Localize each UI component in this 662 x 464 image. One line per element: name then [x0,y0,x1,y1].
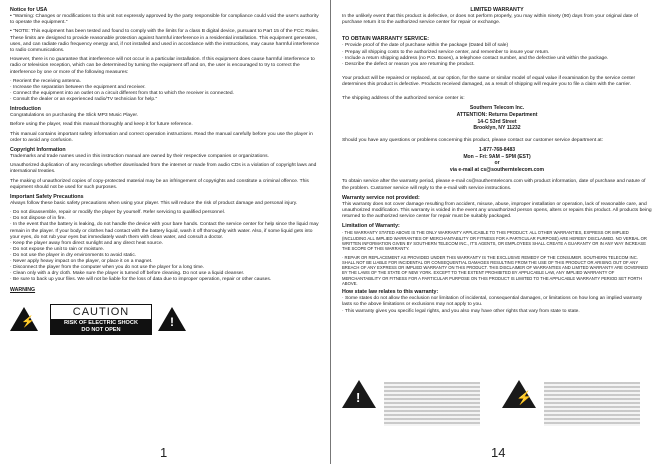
notice-title: Notice for USA [10,7,48,13]
repaired-text: Your product will be repaired or replaced, at our option, for the same or similar model of equal value if examination by the service center determines this product is defective. Products received damaged, as a result of shipping will require you to file a claim with the carrier. [342,75,636,87]
intro-title: Introduction [10,106,41,113]
left-page [0,0,330,464]
address-line: ATTENTION: Returns Department [456,111,538,118]
state-law-item: · This warranty gives you specific legal rights, and you also may have other rights that vary from state to state. [342,308,580,314]
obtain-steps [342,43,652,67]
copyright-title: Copyright Information [10,147,66,154]
obtain-step: · Provide proof of the date of purchase within the package (Dated bill of sale) [342,43,509,49]
contact-block [342,147,652,173]
not-provided-title: Warranty service not provided: [342,194,420,201]
safety-intro: Always follow these basic safety precautions when using your player. This will reduce the risk of product damage and personal injury. [10,201,298,207]
address-line: Brooklyn, NY 11232 [473,125,521,132]
notice-warning: • "Warning: Changes or modifications to this unit not expressly approved by the party responsible for compliance could void the user's authority to operate the equipment." [10,14,319,26]
exclamation-warning-icon: ! [342,380,376,408]
precaution-item: · Do not dispose of in fire. [10,216,66,222]
obtain-service-text: To obtain service after the warranty period, please e-mail cs@southerntelecom.com with product information, date of purchase and nature of the problem. Customer service will reply to the e-mail with service instructions. [342,179,646,191]
warranty-intro: In the unlikely event that this product is defective, or does not perform properly, you may within ninety (90) days from your original date of purchase return it to the authorized service center for repair or exchange. [342,14,638,26]
precaution-item: · Keep the player away from direct sunlight and any direct heat source. [10,240,164,246]
measures-list [10,79,320,103]
copyright-text: Trademarks and trade names used in this instruction manual are owned by their respective companies or organizations. [10,154,269,160]
measure-item: · Reorient the receiving antenna. [10,78,81,84]
manual-text: This manual contains important safety information and correct operation instructions. Read the manual carefully before you use the player in order to avoid any confusion. [10,131,313,143]
caution-box [50,304,152,335]
address-line: 14-C 53rd Street [477,118,517,125]
precaution-item: · Disconnect the player from the computer when you do not use the player for a long time. [10,265,205,271]
precautions-list [10,210,320,283]
contact-or: or [494,160,500,167]
contact-email: via e-mail at cs@southerntelecom.com [449,166,545,173]
caution-line-2: DO NOT OPEN [51,327,151,334]
obtain-step: · Prepay all shipping costs to the authorized service center, and remember to insure your return. [342,49,550,55]
questions-text: Should you have any questions or problems concerning this product, please contact our customer service department at: [342,137,603,143]
right-warning-illustrations [342,380,652,440]
service-hours: Mon – Fri: 9AM – 5PM (EST) [463,153,531,160]
precaution-item: · Do not expose the unit to rain or moisture. [10,246,105,252]
warning-label: WARNING [10,287,36,294]
obtain-step: · Describe the defect or reason you are returning the product. [342,61,475,67]
precaution-item: · Clean only with a dry cloth. Make sure the player is turned off before cleaning. Do not use a liquid cleanser. [10,271,245,277]
unauthorized-text: Unauthorized duplication of any recordings whether downloaded from the internet or made from audio CDs is a violation of copyright laws and international treaties. [10,163,317,175]
right-warning-figure-2 [502,380,536,408]
shipping-text: The shipping address of the authorized service center is: [342,96,465,102]
not-provided-text: This warranty does not cover damage resulting from accident, misuse, abuse, improper installation or operation, lack of reasonable care, and unauthorized modification. This warranty is voided in the event any unauthorized person opens, alters or repairs this product. All products being returned to the authorized service center for repair must be suitably packaged. [342,201,652,220]
state-law-list [342,296,652,314]
precaution-item: · Be sure to back up your files. We will not be liable for the loss of data due to improper operation, repair or other causes. [10,277,272,283]
unauthorized-making: The making of unauthorized copies of copy-protected material may be an infringement of copyrights and constitute a criminal offence. This equipment should not be used for such purposes. [10,178,309,190]
measure-item: · Connect the equipment into an outlet on a circuit different from that to which the receiver is connected. [10,91,234,97]
address-line: Southern Telecom Inc. [469,105,525,112]
safety-title: Important Safety Precautions [10,194,84,201]
precaution-item: · Do not use the player in dry environments to avoid static. [10,252,137,258]
limitation-item: · THE WARRANTY STATED ABOVE IS THE ONLY WARRANTY APPLICABLE TO THIS PRODUCT. ALL OTHER WARRANTIES, EXPRESS OR IMPLIED (INCLUDING ALL IMPLIED WARRANTIES OF MERCHANTABILITY OR FITNESS FOR A PARTICULAR PURPOSE) ARE HEREBY DISCLAIMED. NO VERBAL OR WRITTEN INFORMATION GIVEN BY SOUTHERN TELECOM INC., IT'S AGENTS, OR EMPLOYEES SHALL CREATE A GUARANTY OR IN ANY WAY INCREASE THE SCOPE OF THIS WARRANTY. [342,230,647,252]
caution-title: CAUTION [51,305,151,320]
state-law-title: How state law relates to this warranty: [342,289,439,296]
measure-item: · Consult the dealer or an experienced radio/TV technician for help." [10,97,158,103]
warranty-title: LIMITED WARRANTY [470,7,524,13]
state-law-item: · Some states do not allow the exclusion nor limitation of incidental, consequential damages, or limitations on how long an implied warranty lasts so the above limitations or exclusions may not apply to you. [342,296,643,308]
blurred-warning-text [544,382,640,426]
obtain-step: · Include a return shipping address (no P.O. Boxes), a telephone contact number, and the defective unit within the package. [342,55,609,61]
read-text: Before using the player, read this manual thoroughly and keep it for future reference. [10,122,193,128]
lightning-warning-icon: ⚡ [10,307,38,331]
notice-however: However, there is no guarantee that interference will not occur in a particular installation. If this equipment does cause harmful interference to radio or television reception, which can be determined by turning the equipment off and on, the user is encouraged to try to correct the interference by one or more of the following measures: [10,57,315,75]
page-number-right: 14 [491,445,506,460]
measure-item: · Increase the separation between the equipment and receiver. [10,84,146,90]
service-address [342,105,652,131]
obtain-title: TO OBTAIN WARRANTY SERVICE: [342,36,430,43]
page-number-left: 1 [160,445,168,460]
right-warning-figure-1 [342,380,376,408]
precaution-item: · In the event that the battery is leaking, do not handle the device with your bare hands. Contact the service center for help since the liquid may remain in the player. If your body or clothes had contact with the battery liquid, wash it off thoroughly with water. Also, if some liquid gets into your eyes, do not rub your eyes but immediately wash them with clean water, and consult a doctor. [10,222,319,240]
blurred-warning-text [384,382,480,426]
precaution-item: · Do not disassemble, repair or modify the player by yourself. Refer servicing to qualified personnel. [10,210,226,216]
exclamation-warning-icon: ! [158,307,186,331]
caution-line-1: RISK OF ELECTRIC SHOCK [51,320,151,327]
notice-fcc: • "NOTE: This equipment has been tested and found to comply with the limits for a class B digital device, pursuant to Part 15 of the FCC Rules. These limits are designed to provide reasonable protection against harmful interference in a residential installation. This equipment generates, uses, and can radiate radio frequency energy and, if not installed and used in accordance with the instructions, may cause harmful interference to radio communications. [10,29,320,54]
limitation-item: · REPAIR OR REPLACEMENT AS PROVIDED UNDER THIS WARRANTY IS THE EXCLUSIVE REMEDY OF THE CONSUMER. SOUTHERN TELECOM INC. SHALL NOT BE LIABLE FOR INCIDENTAL OR CONSEQUENTIAL DAMAGES RESULTING FROM THE USE OF THIS PRODUCT OR ARISING OUT OF ANY BREACH OF ANY EXPRESS OR IMPLIED WARRANTY ON THIS PRODUCT. THIS DISCLAIMER OF WARRANTIES AND LIMITED WARRANTY ARE GOVERNED BY THE LAWS OF THE STATE OF NEW YORK. EXCEPT TO THE EXTENT PROHIBITED BY APPLICABLE LAW, ANY IMPLIED WARRANTY OF MERCHANTABILITY OR FITNESS FOR A PARTICULAR PURPOSE ON THIS PRODUCT IS LIMITED TO THE APPLICABLE WARRANTY PERIOD SET FORTH ABOVE. [342,254,649,287]
lightning-warning-icon: ⚡ [502,380,536,408]
warning-block [10,287,320,369]
intro-text: Congratulations on purchasing the Slick MP3 Music Player. [10,113,139,119]
phone-number: 1-877-768-8483 [478,146,516,153]
precaution-item: · Never apply heavy impact on the player, or place it on a magnet. [10,258,153,264]
limitation-title: Limitation of Warranty: [342,223,400,230]
